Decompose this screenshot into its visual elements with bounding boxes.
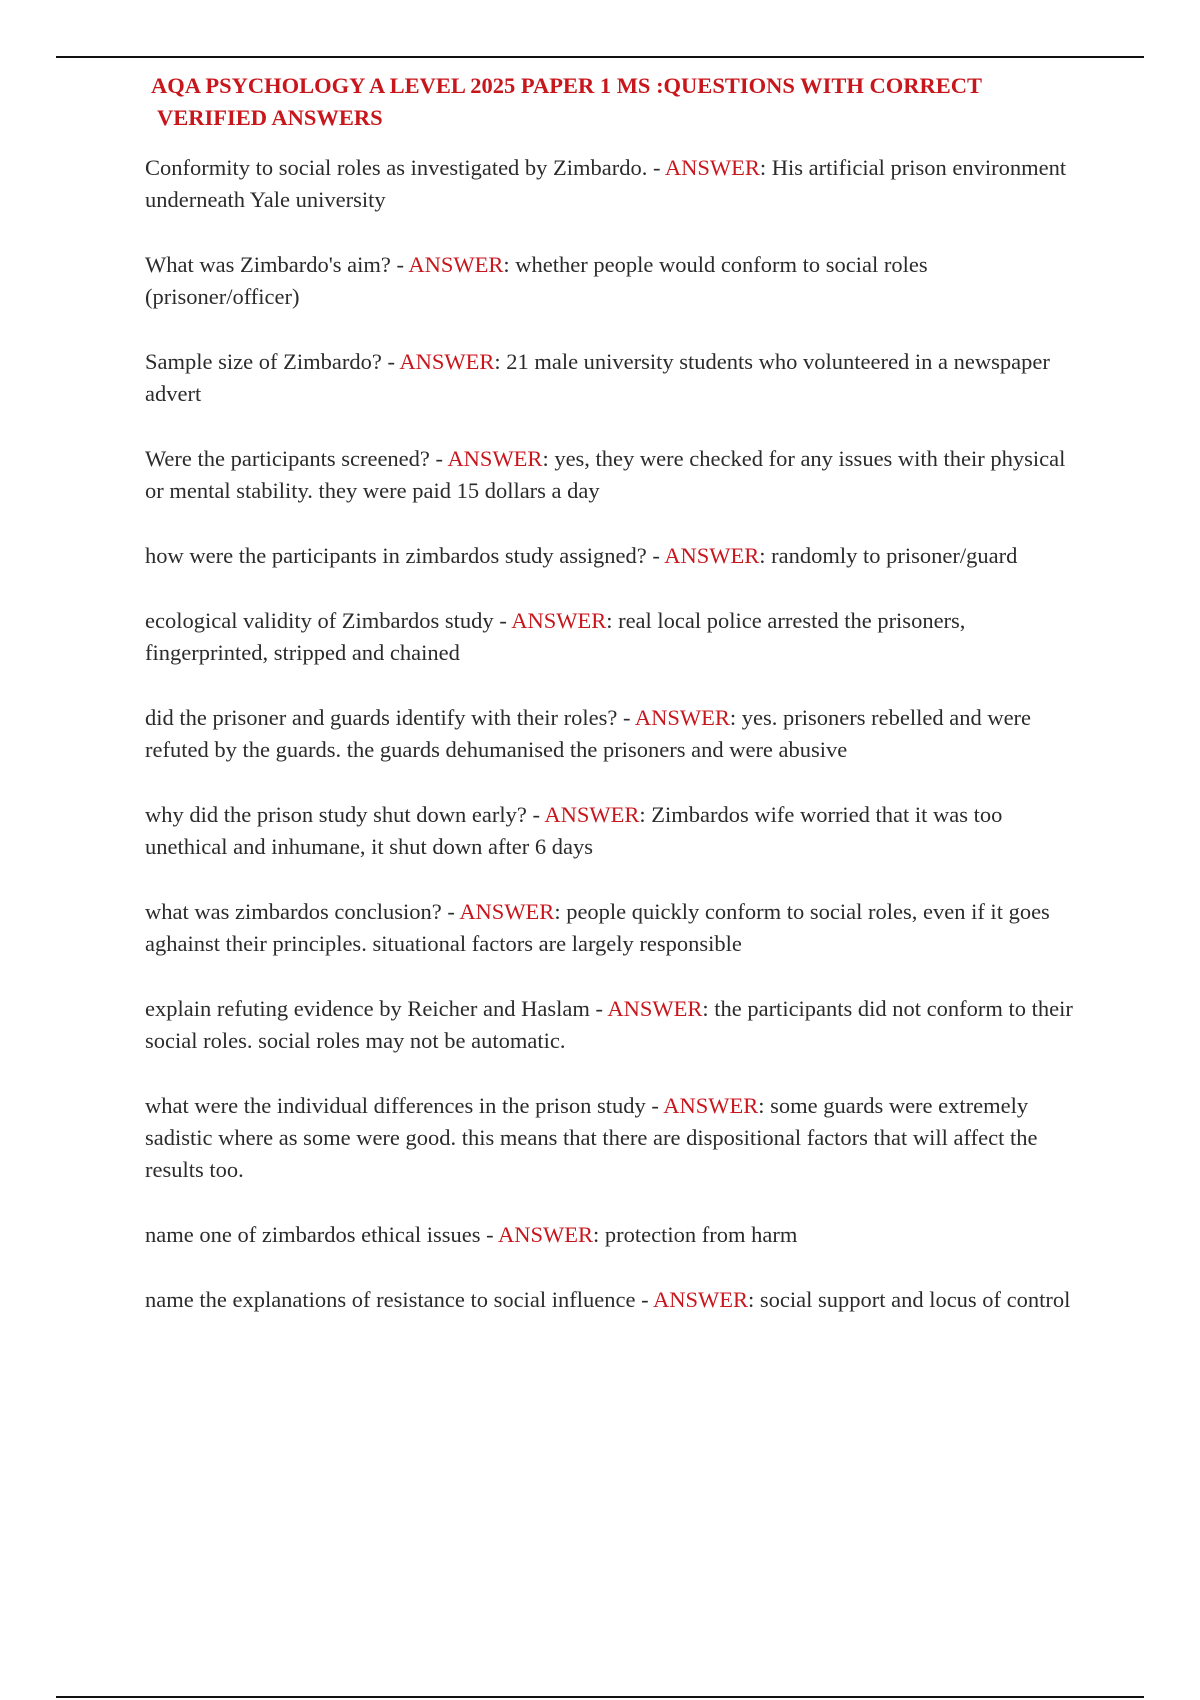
bottom-rule [56,1696,1144,1698]
answer-text: : Zimbardos wife worried that it was too unethical and inhumane, it shut down after 6 days [145,802,1003,859]
qa-item [145,702,1075,766]
separator: - [617,705,635,730]
answer-text: : people quickly conform to social roles, even if it goes aghainst their principles. situational factors are largely responsible [145,899,1050,956]
qa-item [145,1219,1075,1251]
question-text: name the explanations of resistance to social influence [145,1287,636,1312]
answer-text: : His artificial prison environment underneath Yale university [145,155,1067,212]
answer-text: : protection from harm [593,1222,798,1247]
separator: - [429,446,448,471]
answer-label: ANSWER [399,349,495,374]
document-body [145,70,1075,1349]
qa-item [145,896,1075,960]
top-rule [56,56,1144,58]
qa-item [145,1090,1075,1186]
question-text: what were the individual differences in the prison study [145,1093,646,1118]
question-text: explain refuting evidence by Reicher and Haslam [145,996,590,1021]
separator: - [381,349,400,374]
answer-label: ANSWER [664,543,760,568]
question-text: ecological validity of Zimbardos study [145,608,494,633]
answer-text: : randomly to prisoner/guard [759,543,1018,568]
qa-item [145,605,1075,669]
answer-label: ANSWER [664,155,760,180]
separator: - [480,1222,499,1247]
separator: - [390,252,409,277]
answer-label: ANSWER [459,899,555,924]
qa-item [145,799,1075,863]
answer-text: : real local police arrested the prisoners, fingerprinted, stripped and chained [145,608,966,665]
question-text: how were the participants in zimbardos study assigned? [145,543,647,568]
answer-text: : yes. prisoners rebelled and were refuted by the guards. the guards dehumanised the prisoners and were abusive [145,705,1032,762]
answer-label: ANSWER [634,705,730,730]
answer-text: : yes, they were checked for any issues with their physical or mental stability. they were paid 15 dollars a day [145,446,1066,503]
separator: - [526,802,545,827]
question-text: Were the participants screened? [145,446,430,471]
answer-label: ANSWER [447,446,543,471]
qa-item [145,540,1075,572]
separator: - [645,1093,664,1118]
qa-item [145,443,1075,507]
qa-item [145,346,1075,410]
answer-label: ANSWER [544,802,640,827]
question-text: Conformity to social roles as investigated by Zimbardo. [145,155,648,180]
answer-label: ANSWER [652,1287,748,1312]
qa-item [145,993,1075,1057]
answer-text: : 21 male university students who volunteered in a newspaper advert [145,349,1050,406]
answer-label: ANSWER [511,608,607,633]
question-text: did the prisoner and guards identify with their roles? [145,705,618,730]
question-text: what was zimbardos conclusion? [145,899,442,924]
separator: - [635,1287,653,1312]
separator: - [646,543,665,568]
document-title: AQA PSYCHOLOGY A LEVEL 2025 PAPER 1 MS :QUESTIONS WITH CORRECT VERIFIED ANSWERS [151,73,982,130]
answer-text: : the participants did not conform to their social roles. social roles may not be automatic. [145,996,1073,1053]
answer-text: : some guards were extremely sadistic where as some were good. this means that there are dispositional factors that will affect the results too. [145,1093,1038,1182]
answer-text: : whether people would conform to social roles (prisoner/officer) [145,252,928,309]
qa-item [145,249,1075,313]
answer-label: ANSWER [663,1093,759,1118]
answer-label: ANSWER [498,1222,594,1247]
qa-list [145,152,1075,1316]
answer-text: : social support and locus of control [747,1287,1071,1312]
answer-label: ANSWER [408,252,504,277]
qa-item [145,1284,1075,1316]
separator: - [647,155,665,180]
qa-item [145,152,1075,216]
question-text: What was Zimbardo's aim? [145,252,391,277]
question-text: name one of zimbardos ethical issues [145,1222,481,1247]
answer-label: ANSWER [607,996,703,1021]
question-text: why did the prison study shut down early? [145,802,527,827]
separator: - [493,608,512,633]
separator: - [589,996,608,1021]
separator: - [441,899,460,924]
question-text: Sample size of Zimbardo? [145,349,382,374]
